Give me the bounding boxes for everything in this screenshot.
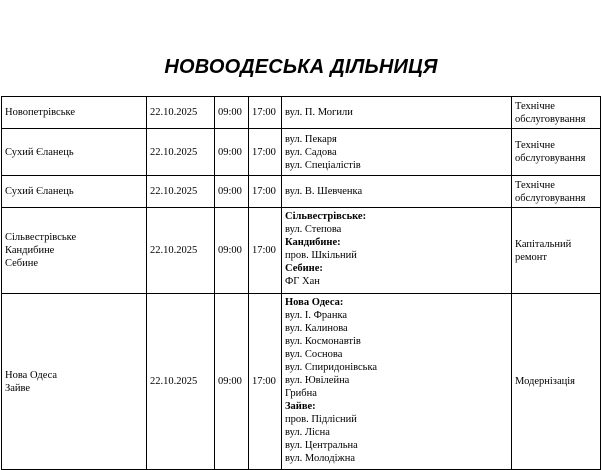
table-row [2, 97, 601, 129]
date-cell: 22.10.2025 [147, 294, 215, 470]
address-line: вул. Соснова [285, 349, 343, 360]
locality-name: Сільвестрівське [5, 232, 77, 243]
table-row [2, 208, 601, 294]
table-row [2, 176, 601, 208]
end-time-cell: 17:00 [249, 294, 282, 470]
work-type-text: обслуговування [515, 192, 586, 204]
address-line: вул. Садова [285, 146, 337, 158]
address-line: вул. В. Шевченка [285, 186, 363, 197]
work-type-cell [512, 294, 601, 470]
locality-name: Зайве [5, 382, 31, 394]
address-line: пров. Підлісний [285, 414, 357, 425]
start-time-cell: 09:00 [215, 97, 249, 129]
locality-cell [2, 208, 147, 294]
start-time-cell: 09:00 [215, 294, 249, 470]
locality-name: Себине [5, 258, 39, 269]
work-type-text: обслуговування [515, 153, 586, 164]
date-cell: 22.10.2025 [147, 208, 215, 294]
address-line: вул. П. Могили [285, 107, 353, 118]
address-group-heading: Сільвестрівське: [285, 211, 367, 222]
work-type-text: ремонт [515, 251, 548, 263]
page-title: НОВООДЕСЬКА ДІЛЬНИЦЯ [164, 56, 438, 78]
table-row [2, 294, 601, 470]
locality-name: Кандибине [5, 245, 55, 256]
address-line: вул. Пекаря [285, 133, 337, 145]
table-row [2, 129, 601, 176]
address-line: вул. Степова [285, 224, 342, 235]
date-cell: 22.10.2025 [147, 97, 215, 129]
end-time-cell: 17:00 [249, 129, 282, 176]
address-line: вул. Спиридонівська [285, 362, 378, 373]
work-type-text: Капітальний [515, 238, 572, 250]
locality-cell [2, 176, 147, 208]
start-time-cell: 09:00 [215, 208, 249, 294]
address-line: вул. І. Франка [285, 310, 348, 321]
address-line: ФГ Хан [285, 276, 320, 287]
start-time-cell: 09:00 [215, 176, 249, 208]
address-cell [282, 97, 512, 129]
locality-cell [2, 97, 147, 129]
locality-name: Нова Одеса [5, 369, 58, 381]
address-cell [282, 176, 512, 208]
date-cell: 22.10.2025 [147, 176, 215, 208]
work-type-cell [512, 208, 601, 294]
work-type-text: обслуговування [515, 113, 586, 125]
address-cell [282, 208, 512, 294]
locality-name: Сухий Єланець [5, 186, 74, 197]
address-group-heading: Кандибине: [285, 237, 341, 248]
address-line: вул. Ювілейна [285, 375, 350, 386]
work-type-text: Технічне [515, 140, 555, 151]
address-group-heading: Нова Одеса: [285, 297, 344, 308]
work-type-cell [512, 129, 601, 176]
work-type-text: Технічне [515, 179, 555, 191]
address-group-heading: Зайве: [285, 401, 316, 412]
locality-name: Новопетрівське [5, 107, 75, 118]
work-type-cell [512, 176, 601, 208]
address-line: вул. Спеціалістів [285, 159, 361, 171]
address-line: пров. Шкільний [285, 250, 357, 261]
address-line: вул. Космонавтів [285, 336, 361, 347]
address-line: вул. Калинова [285, 323, 348, 334]
address-line: вул. Центральна [285, 440, 358, 451]
end-time-cell: 17:00 [249, 97, 282, 129]
address-group-heading: Себине: [285, 263, 323, 274]
locality-cell [2, 129, 147, 176]
work-type-cell [512, 97, 601, 129]
outage-schedule-table [1, 96, 601, 470]
locality-cell [2, 294, 147, 470]
address-line: вул. Молодіжна [285, 453, 356, 464]
end-time-cell: 17:00 [249, 176, 282, 208]
address-line: вул. Лісна [285, 427, 330, 438]
address-line: Грибна [285, 388, 317, 399]
address-cell [282, 129, 512, 176]
end-time-cell: 17:00 [249, 208, 282, 294]
start-time-cell: 09:00 [215, 129, 249, 176]
work-type-text: Модернізація [515, 376, 575, 387]
date-cell: 22.10.2025 [147, 129, 215, 176]
address-cell [282, 294, 512, 470]
work-type-text: Технічне [515, 100, 555, 112]
locality-name: Сухий Єланець [5, 146, 74, 158]
